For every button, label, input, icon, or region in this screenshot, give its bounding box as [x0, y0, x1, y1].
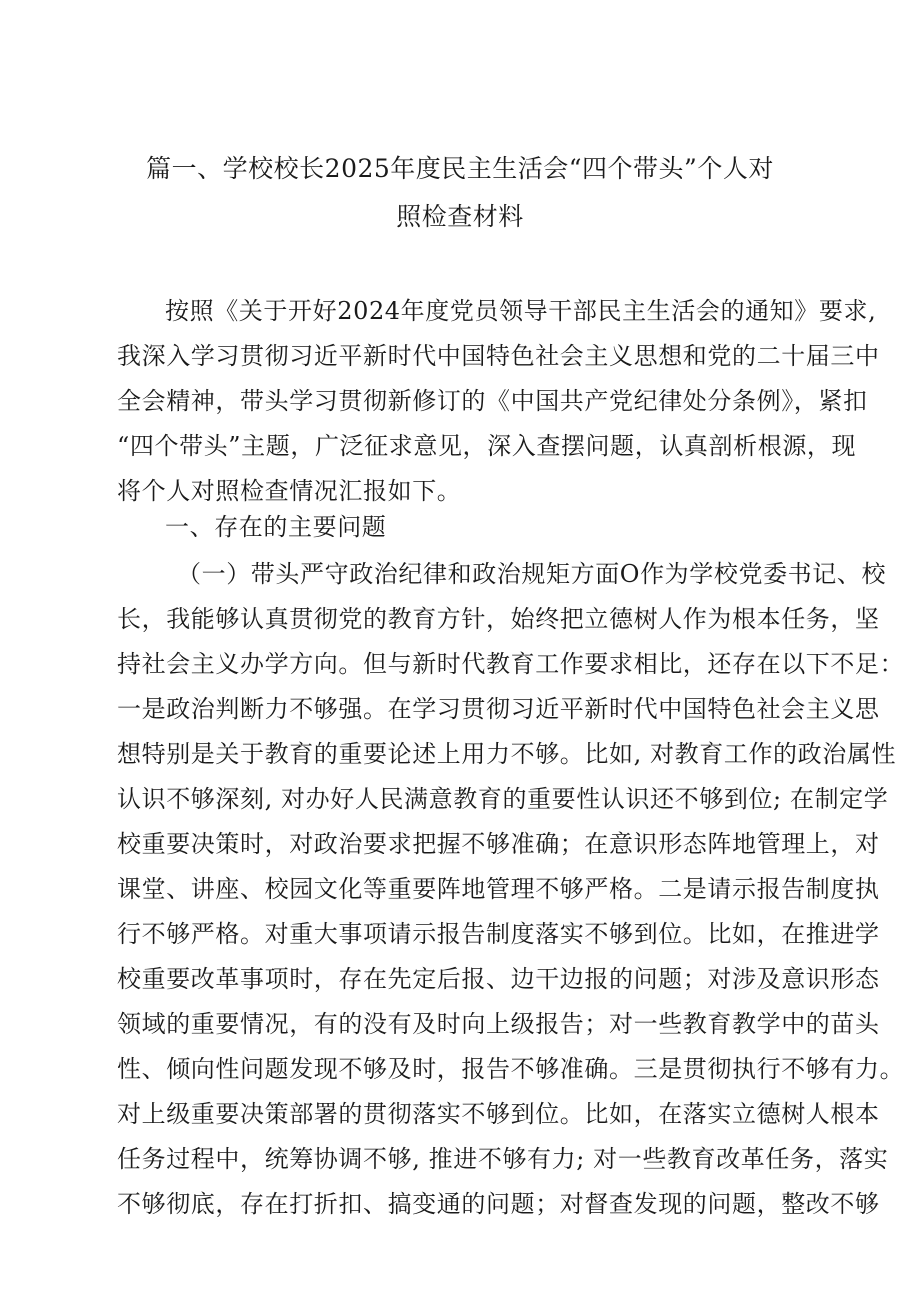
text-line: 任务过程中，统筹协调不够, 推进不够有力; 对一些教育改革任务，落实 — [117, 1145, 889, 1173]
text-line: 性、倾向性问题发现不够及时，报告不够准确。三是贯彻执行不够有力。 — [117, 1055, 905, 1083]
text-line: 校重要改革事项时，存在先定后报、边干边报的问题；对涉及意识形态 — [117, 965, 880, 993]
text-line: 不够彻底，存在打折扣、搞变通的问题；对督查发现的问题，整改不够 — [117, 1190, 880, 1218]
text-line: 对上级重要决策部署的贯彻落实不够到位。比如，在落实立德树人根本 — [117, 1100, 880, 1128]
text-line: 想特别是关于教育的重要论述上用力不够。比如, 对教育工作的政治属性 — [117, 740, 897, 768]
document-title-line-2: 照检查材料 — [396, 202, 524, 231]
text-line: 按照《关于开好2024年度党员领导干部民主生活会的通知》要求, — [165, 297, 877, 325]
text-line: 将个人对照检查情况汇报如下。 — [117, 477, 462, 505]
body-paragraph — [117, 552, 905, 1227]
section-heading-text: 一、存在的主要问题 — [165, 513, 387, 541]
text-line: （一）带头严守政治纪律和政治规矩方面O作为学校党委书记、校 — [177, 560, 887, 588]
text-line: 一是政治判断力不够强。在学习贯彻习近平新时代中国特色社会主义思 — [117, 695, 880, 723]
text-line: 全会精神，带头学习贯彻新修订的《中国共产党纪律处分条例》，紧扣 — [117, 387, 868, 415]
text-line: 课堂、讲座、校园文化等重要阵地管理不够严格。二是请示报告制度执 — [117, 875, 880, 903]
section-heading — [117, 505, 857, 550]
text-line: “四个带头”主题，广泛征求意见，深入查摆问题，认真剖析根源，现 — [117, 432, 857, 460]
text-line: 我深入学习贯彻习近平新时代中国特色社会主义思想和党的二十届三中 — [117, 342, 880, 370]
text-line: 持社会主义办学方向。但与新时代教育工作要求相比，还存在以下不足： — [117, 650, 905, 678]
text-line: 领域的重要情况，有的没有及时向上级报告；对一些教育教学中的苗头 — [117, 1010, 880, 1038]
text-line: 校重要决策时，对政治要求把握不够准确；在意识形态阵地管理上，对 — [117, 830, 880, 858]
document-title-line-1: 篇一、学校校长2025年度民主生活会“四个带头”个人对 — [146, 154, 774, 183]
text-line: 长，我能够认真贯彻党的教育方针，始终把立德树人作为根本任务，坚 — [117, 605, 880, 633]
text-line: 认识不够深刻, 对办好人民满意教育的重要性认识还不够到位; 在制定学 — [117, 785, 889, 813]
intro-paragraph — [117, 289, 880, 514]
text-line: 行不够严格。对重大事项请示报告制度落实不够到位。比如，在推进学 — [117, 920, 880, 948]
